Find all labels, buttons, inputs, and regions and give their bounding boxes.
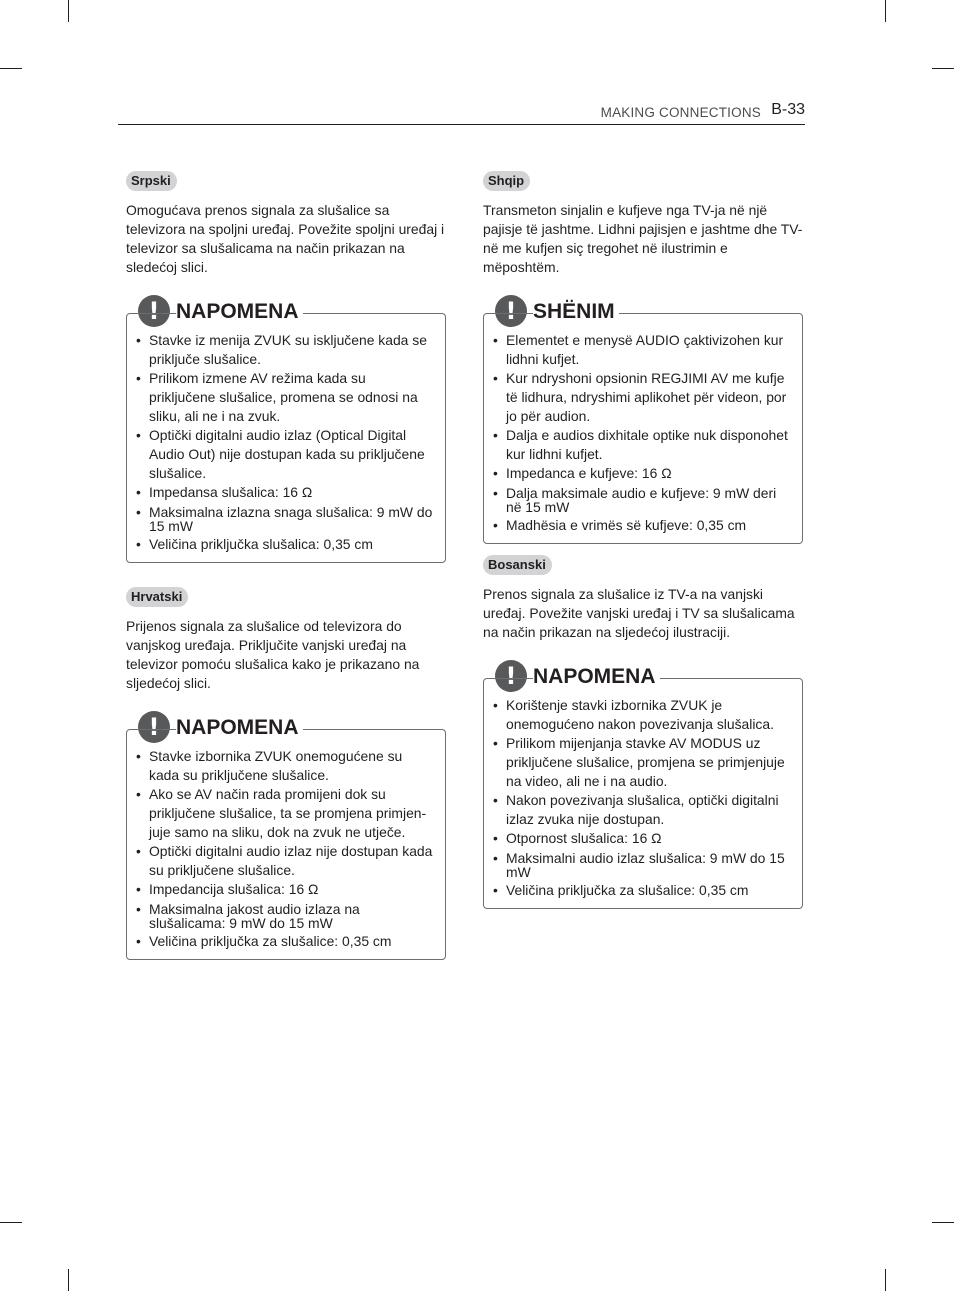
note-item: • Stavke izbornika ZVUK onemogućene su kada su priključene slušalice. — [135, 747, 435, 785]
intro-paragraph: Prijenos signala za slušalice od televizora do vanjskog uređaja. Priključite vanjski uređaj na televizor pomoću slušalica kako je prikazano na sljedećoj slici. — [126, 618, 420, 691]
crop-mark — [68, 0, 69, 22]
note-list — [135, 747, 435, 951]
intro-paragraph: Prenos signala za slušalice iz TV-a na vanjski uređaj. Povežite vanjski uređaj i TV sa slušalicama na način prikazan na sljedećoj ilustraciji. — [483, 586, 795, 640]
note-item: • Kur ndryshoni opsionin REGJIMI AV me kufje të lidhura, ndryshimi aplikohet për videon, por jo për audion. — [492, 369, 792, 426]
page-number: B-33 — [771, 101, 805, 118]
crop-mark — [885, 0, 886, 22]
note-list — [492, 696, 792, 900]
note-item: • Elementet e menysë AUDIO çaktivizohen kur lidhni kufjet. — [492, 331, 792, 369]
note-title: NAPOMENA — [176, 716, 303, 740]
note-item: • Impedansa slušalica: 16 Ω — [135, 483, 435, 502]
note-item: • Dalja maksimale audio e kufjeve: 9 mW deri në 15 mW — [492, 486, 792, 514]
intro-paragraph: Omogućava prenos signala za slušalice sa televizora na spoljni uređaj. Povežite spoljni uređaj i televizor sa slušalicama na način prikazan na sledećoj slici. — [126, 202, 445, 275]
note-item: • Veličina priključka za slušalice: 0,35 cm — [492, 881, 792, 900]
crop-mark — [885, 1269, 886, 1291]
note-item: • Ako se AV način rada promijeni dok su priključene slušalice, ta se promjena primjen-juje samo na sliku, dok na zvuk ne utječe. — [135, 785, 435, 842]
note-item: • Nakon povezivanja slušalica, optički digitalni izlaz zvuka nije dostupan. — [492, 791, 792, 829]
crop-mark — [0, 68, 22, 69]
note-title: NAPOMENA — [533, 665, 660, 689]
note-item: • Prilikom izmene AV režima kada su priključene slušalice, promena se odnosi na sliku, ali ne i na zvuk. — [135, 369, 435, 426]
crop-mark — [0, 1222, 22, 1223]
language-badge: Hrvatski — [126, 587, 188, 607]
note-item: • Optički digitalni audio izlaz (Optical Digital Audio Out) nije dostupan kada su priključene slušalice. — [135, 426, 435, 483]
note-item: • Impedancija slušalica: 16 Ω — [135, 880, 435, 899]
language-section-bosanski — [483, 555, 803, 909]
note-item: • Maksimalna izlazna snaga slušalica: 9 mW do 15 mW — [135, 505, 435, 533]
note-title: NAPOMENA — [176, 300, 303, 324]
crop-mark — [932, 68, 954, 69]
exclamation-icon: ! — [495, 295, 527, 327]
language-section-hrvatski — [126, 587, 446, 960]
note-list — [492, 331, 792, 535]
language-badge: Shqip — [483, 171, 530, 191]
note-box — [126, 299, 446, 563]
page-header — [118, 100, 805, 125]
crop-mark — [68, 1269, 69, 1291]
language-badge: Bosanski — [483, 555, 552, 575]
intro-paragraph: Transmeton sinjalin e kufjeve nga TV-ja në një pajisje të jashtme. Lidhni pajisjen e jashtme dhe TV-në me kufjen siç tregohet në ilustrimin e mëposhtëm. — [483, 202, 803, 275]
note-item: • Veličina priključka slušalica: 0,35 cm — [135, 535, 435, 554]
right-column — [483, 171, 803, 909]
note-item: • Maksimalna jakost audio izlaza na slušalicama: 9 mW do 15 mW — [135, 902, 435, 930]
note-item: • Impedanca e kufjeve: 16 Ω — [492, 464, 792, 483]
exclamation-icon: ! — [138, 295, 170, 327]
note-list — [135, 331, 435, 554]
note-item: • Otpornost slušalica: 16 Ω — [492, 829, 792, 848]
note-box — [126, 715, 446, 960]
note-item: • Maksimalni audio izlaz slušalica: 9 mW do 15 mW — [492, 851, 792, 879]
exclamation-icon: ! — [495, 660, 527, 692]
note-box — [483, 664, 803, 909]
note-item: • Prilikom mijenjanja stavke AV MODUS uz priključene slušalice, promjena se primjenjuje na video, ali ne i na audio. — [492, 734, 792, 791]
note-item: • Madhësia e vrimës së kufjeve: 0,35 cm — [492, 516, 792, 535]
exclamation-icon: ! — [138, 711, 170, 743]
crop-mark — [932, 1222, 954, 1223]
note-item: • Veličina priključka za slušalice: 0,35 cm — [135, 932, 435, 951]
left-column — [126, 171, 446, 960]
note-box — [483, 299, 803, 544]
note-item: • Optički digitalni audio izlaz nije dostupan kada su priključene slušalice. — [135, 842, 435, 880]
section-title: MAKING CONNECTIONS — [600, 105, 761, 120]
language-section-shqip — [483, 171, 803, 544]
note-item: • Dalja e audios dixhitale optike nuk disponohet kur lidhni kufjet. — [492, 426, 792, 464]
note-title: SHËNIM — [533, 300, 619, 324]
language-section-srpski — [126, 171, 446, 563]
note-item: • Korištenje stavki izbornika ZVUK je onemogućeno nakon povezivanja slušalica. — [492, 696, 792, 734]
note-item: • Stavke iz menija ZVUK su isključene kada se priključe slušalice. — [135, 331, 435, 369]
language-badge: Srpski — [126, 171, 177, 191]
